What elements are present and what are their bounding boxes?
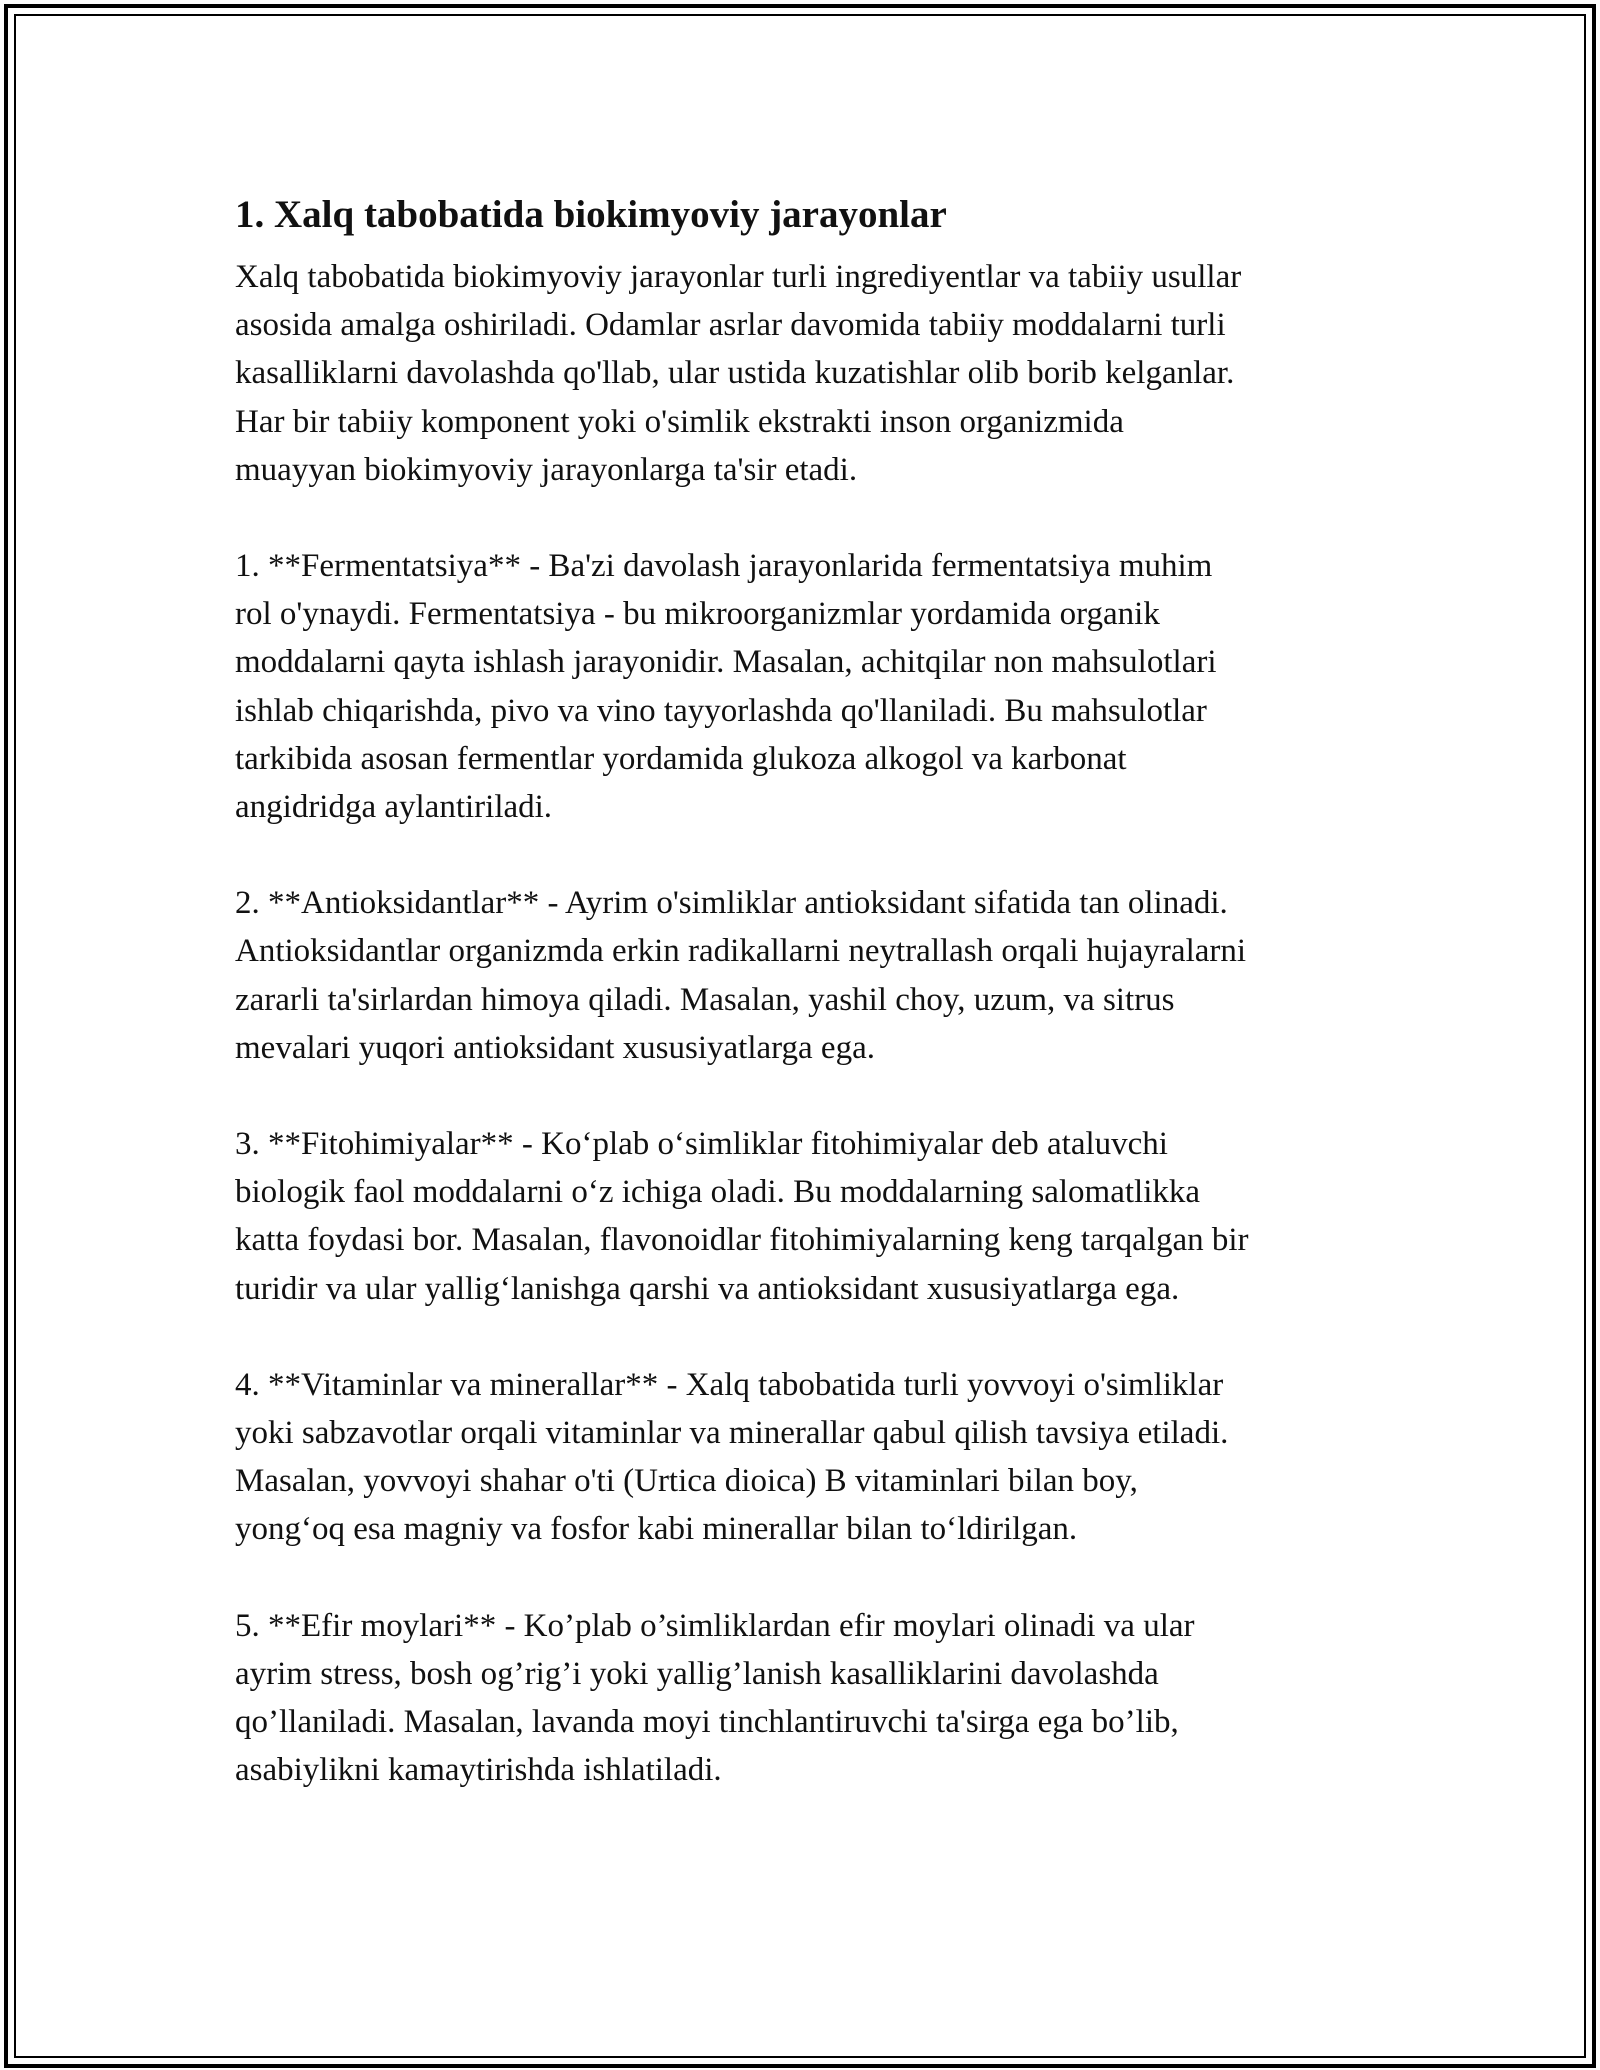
- text-line: katta foydasi bor. Masalan, flavonoidlar fitohimiyalarning keng tarqalgan bir: [235, 1222, 1249, 1259]
- text-line: angidridga aylantiriladi.: [235, 789, 553, 826]
- list-item-fermentatsiya: [235, 542, 1385, 831]
- text-line: yoki sabzavotlar orqali vitaminlar va minerallar qabul qilish tavsiya etiladi.: [235, 1415, 1229, 1452]
- text-line: 2. **Antioksidantlar** - Ayrim o'simliklar antioksidant sifatida tan olinadi.: [235, 885, 1228, 922]
- text-line: 3. **Fitohimiyalar** - Ko‘plab o‘simliklar fitohimiyalar deb ataluvchi: [235, 1126, 1168, 1163]
- text-line: rol o'ynaydi. Fermentatsiya - bu mikroorganizmlar yordamida organik: [235, 596, 1160, 633]
- text-line: tarkibida asosan fermentlar yordamida glukoza alkogol va karbonat: [235, 740, 1127, 777]
- text-line: Antioksidantlar organizmda erkin radikallarni neytrallash orqali hujayralarni: [235, 933, 1247, 970]
- text-line: biologik faol moddalarni o‘z ichiga oladi. Bu moddalarning salomatlikka: [235, 1174, 1201, 1211]
- text-line: 5. **Efir moylari** - Ko’plab o’simliklardan efir moylari olinadi va ular: [235, 1607, 1195, 1644]
- text-line: 1. **Fermentatsiya** - Ba'zi davolash jarayonlarida fermentatsiya muhim: [235, 548, 1213, 585]
- text-line: Masalan, yovvoyi shahar o'ti (Urtica dioica) B vitaminlari bilan boy,: [235, 1463, 1138, 1500]
- text-line: asabiylikni kamaytirishda ishlatiladi.: [235, 1752, 722, 1789]
- text-line: zararli ta'sirlardan himoya qiladi. Masalan, yashil choy, uzum, va sitrus: [235, 981, 1175, 1018]
- text-line: Xalq tabobatida biokimyoviy jarayonlar turli ingrediyentlar va tabiiy usullar: [235, 259, 1242, 295]
- text-line: ishlab chiqarishda, pivo va vino tayyorlashda qo'llaniladi. Bu mahsulotlar: [235, 692, 1207, 729]
- intro-paragraph: [235, 253, 1385, 494]
- text-line: qo’llaniladi. Masalan, lavanda moyi tinchlantiruvchi ta'sirga ega bo’lib,: [235, 1704, 1179, 1741]
- document-page: [235, 185, 1385, 1794]
- text-line: yong‘oq esa magniy va fosfor kabi minerallar bilan to‘ldirilgan.: [235, 1511, 1078, 1548]
- text-line: kasalliklarni davolashda qo'llab, ular ustida kuzatishlar olib borib kelganlar.: [235, 355, 1235, 392]
- text-line: asosida amalga oshiriladi. Odamlar asrlar davomida tabiiy moddalarni turli: [235, 307, 1226, 344]
- text-line: Har bir tabiiy komponent yoki o'simlik ekstrakti inson organizmida: [235, 403, 1124, 440]
- document-title: 1. Xalq tabobatida biokimyoviy jarayonlar: [235, 193, 947, 236]
- text-line: turidir va ular yallig‘lanishga qarshi va antioksidant xususiyatlarga ega.: [235, 1270, 1180, 1307]
- text-line: mevalari yuqori antioksidant xususiyatlarga ega.: [235, 1029, 875, 1066]
- list-item-vitaminlar: [235, 1361, 1385, 1554]
- list-item-antioksidantlar: [235, 879, 1385, 1072]
- text-line: 4. **Vitaminlar va minerallar** - Xalq tabobatida turli yovvoyi o'simliklar: [235, 1366, 1224, 1403]
- list-item-fitohimiyalar: [235, 1120, 1385, 1313]
- text-line: muayyan biokimyoviy jarayonlarga ta'sir etadi.: [235, 451, 858, 488]
- text-line: moddalarni qayta ishlash jarayonidir. Masalan, achitqilar non mahsulotlari: [235, 644, 1217, 681]
- text-line: ayrim stress, bosh og’rig’i yoki yallig’lanish kasalliklarini davolashda: [235, 1655, 1159, 1692]
- list-item-efir-moylari: [235, 1602, 1385, 1795]
